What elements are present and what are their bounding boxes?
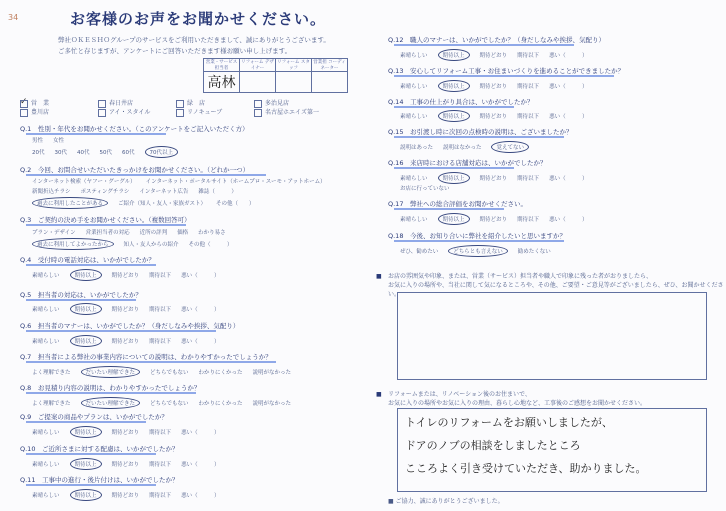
highlight-bar xyxy=(394,240,564,242)
checkbox-icon[interactable] xyxy=(254,100,262,108)
answer-option[interactable]: その他（ ） xyxy=(216,201,255,207)
option-row xyxy=(32,458,230,470)
answer-option[interactable]: 女性 xyxy=(53,138,65,144)
answer-option[interactable]: 60代 xyxy=(122,150,135,156)
answer-option[interactable]: 期待以下 xyxy=(149,430,172,436)
answer-option[interactable]: 悪い（ ） xyxy=(549,114,588,120)
answer-option[interactable]: 営業担当者の対応 xyxy=(85,230,130,236)
option-row xyxy=(400,245,561,257)
highlight-bar xyxy=(394,106,514,108)
question-label: Q.7 担当者による弊社の事業内容についての説明は、わかりやすかったでしょうか？ xyxy=(20,353,272,361)
answer-option[interactable]: 期待以下 xyxy=(517,53,540,59)
answer-option[interactable]: 説明はあった xyxy=(400,145,433,151)
store-checkbox[interactable] xyxy=(20,99,90,108)
comment-box-1[interactable] xyxy=(397,292,707,380)
answer-option[interactable]: ぜひ、勧めたい xyxy=(400,249,439,255)
option-row xyxy=(32,366,301,378)
highlight-bar xyxy=(26,361,276,363)
answer-option[interactable]: よく理解できた xyxy=(32,370,71,376)
store-checkboxes xyxy=(20,99,324,117)
answer-option[interactable]: 雑誌（ ） xyxy=(198,189,237,195)
checkbox-label: 多治見店 xyxy=(265,100,290,107)
answer-option[interactable]: だいたい理解できた xyxy=(81,397,141,409)
handwritten-line: ドアのノブの相談をしましたところ xyxy=(405,439,581,452)
option-row xyxy=(400,141,539,153)
checkbox-icon[interactable] xyxy=(98,100,106,108)
highlight-bar xyxy=(26,264,156,266)
answer-option[interactable]: よく理解できた xyxy=(32,401,71,407)
check-mark-icon: ✓ xyxy=(20,97,28,107)
option-row xyxy=(32,238,243,250)
answer-option[interactable]: 説明がなかった xyxy=(252,370,292,376)
highlight-bar xyxy=(26,299,136,301)
prompt-line: お気に入りの場所やお気に入りの理由、暮らし心地など、工事後のご感想をお聞かせください。 xyxy=(388,400,647,407)
answer-option[interactable]: 悪い（ ） xyxy=(549,84,588,90)
answer-option[interactable]: どちらでもない xyxy=(150,370,189,376)
highlight-bar xyxy=(26,453,156,455)
highlight-bar xyxy=(26,484,156,486)
option-row xyxy=(32,146,188,158)
answer-option[interactable]: 50代 xyxy=(99,150,112,156)
checkbox-label: 春日井店 xyxy=(109,100,134,107)
answer-option[interactable]: 期待どおり xyxy=(479,84,508,90)
checkbox-label: アイ・スタイル xyxy=(109,109,151,116)
answer-option[interactable]: 悪い（ ） xyxy=(549,53,588,59)
option-row xyxy=(400,80,598,92)
highlight-bar xyxy=(394,136,564,138)
answer-option[interactable]: 素晴らしい xyxy=(400,217,428,223)
question-label: Q.4 受付時の電話対応は、いかがでしたか？ xyxy=(20,256,155,264)
answer-option[interactable]: 70代以上 xyxy=(145,146,179,158)
prompt-line: お店の雰囲気や印象、または、営業（サービス）担当者や職人で印象に残った者がおりましたら、 xyxy=(388,273,653,280)
option-row xyxy=(400,213,598,225)
answer-option[interactable]: お店に行っていない xyxy=(400,186,450,192)
question-label: Q.16 来店時における店舗対応は、いかがでしたか？ xyxy=(388,159,547,167)
answer-option[interactable]: 覚えてない xyxy=(491,141,529,153)
option-row xyxy=(32,187,247,195)
option-row xyxy=(400,172,598,184)
answer-option[interactable]: 期待以下 xyxy=(517,176,540,182)
question-label: Q.6 担当者のマナーは、いかがでしたか？（身だしなみや挨拶、気配り） xyxy=(20,322,240,330)
answer-option[interactable]: 期待どおり xyxy=(111,273,140,279)
checkbox-icon[interactable] xyxy=(20,109,28,117)
answer-option[interactable]: 期待以下 xyxy=(517,114,540,120)
answer-option[interactable]: ポスティングチラシ xyxy=(80,189,130,195)
answer-option[interactable]: 期待以上 xyxy=(70,335,102,347)
answer-option[interactable]: 期待以上 xyxy=(438,49,470,61)
intro-text xyxy=(58,35,330,57)
question-label: Q.8 お見積り内容の説明は、わかりやすかったでしょうか？ xyxy=(20,384,201,392)
answer-option[interactable]: インターネット検索（ヤフー・グーグル） xyxy=(32,179,136,185)
answer-option[interactable]: 期待以上 xyxy=(438,172,470,184)
checkbox-icon[interactable] xyxy=(176,109,184,117)
answer-option[interactable]: 期待以下 xyxy=(149,307,172,313)
handwritten-line: トイレのリフォームをお願いしましたが、 xyxy=(405,416,613,429)
option-row xyxy=(32,228,236,236)
answer-option[interactable]: 素晴らしい xyxy=(32,430,60,436)
answer-option[interactable]: 悪い（ ） xyxy=(181,273,220,279)
question-label: Q.9 ご提案の商品やプランは、いかがでしたか？ xyxy=(20,413,168,421)
highlight-bar xyxy=(394,75,614,77)
highlight-bar xyxy=(26,133,166,135)
question-label: Q.3 ご契約の決め手をお聞かせください。（複数回答可） xyxy=(20,216,191,224)
staff-header: リフォーム スタッフ xyxy=(277,60,310,71)
answer-option[interactable]: 悪い（ ） xyxy=(181,493,220,499)
staff-sign-cell[interactable] xyxy=(204,72,240,93)
question-label: Q.12 職人のマナーは、いかがでしたか？（身だしなみや挨拶、気配り） xyxy=(388,36,605,44)
checkbox-icon[interactable] xyxy=(20,100,28,108)
answer-option[interactable]: 素晴らしい xyxy=(400,53,428,59)
question-label: Q.11 工事中の進行・後片付けは、いかがでしたか？ xyxy=(20,476,179,484)
answer-option[interactable]: 期待以下 xyxy=(517,84,540,90)
highlight-bar xyxy=(26,421,146,423)
handwritten-line: こころよく引き受けていただき、助かりました。 xyxy=(405,462,647,475)
answer-option[interactable]: 期待以上 xyxy=(70,426,102,438)
page-title: お客様のお声をお聞かせください。 xyxy=(70,10,327,28)
answer-option[interactable]: 素晴らしい xyxy=(32,462,60,468)
answer-option[interactable]: 悪い（ ） xyxy=(181,307,220,313)
answer-option[interactable]: 勧めたくない xyxy=(517,249,551,255)
highlight-bar xyxy=(394,44,574,46)
staff-header: リフォーム デザイナー xyxy=(241,60,274,71)
store-checkbox[interactable] xyxy=(20,108,90,117)
answer-option[interactable]: 期待どおり xyxy=(111,339,140,345)
question-label: Q.18 今後、お知り合いに弊社を紹介したいと思いますか？ xyxy=(388,232,566,240)
answer-option[interactable]: 期待どおり xyxy=(111,493,140,499)
answer-option[interactable]: わかり易さ xyxy=(198,230,226,236)
store-checkbox[interactable] xyxy=(98,99,168,108)
answer-option[interactable]: だいたい理解できた xyxy=(81,366,141,378)
comment-prompt-2 xyxy=(376,390,647,408)
answer-option[interactable]: 説明がなかった xyxy=(252,401,292,407)
option-row xyxy=(32,177,336,185)
highlight-bar xyxy=(394,208,504,210)
answer-option[interactable]: 悪い（ ） xyxy=(181,462,220,468)
answer-option[interactable]: わかりにくかった xyxy=(198,370,243,376)
answer-option[interactable]: 期待以上 xyxy=(70,458,102,470)
answer-option[interactable]: 期待以上 xyxy=(438,80,470,92)
answer-option[interactable]: 期待以下 xyxy=(149,462,172,468)
answer-option[interactable]: 知人・友人からの紹介 xyxy=(123,242,179,248)
answer-option[interactable]: 価格 xyxy=(177,230,189,236)
answer-option[interactable]: 素晴らしい xyxy=(32,273,60,279)
answer-option[interactable]: 期待以上 xyxy=(70,303,102,315)
option-row xyxy=(32,489,230,501)
bullet: ■ xyxy=(376,273,382,280)
staff-cell[interactable] xyxy=(276,72,312,93)
answer-option[interactable]: インターネット・ポータルサイト（ホームプロ・スーモ・アットホーム） xyxy=(145,179,326,185)
answer-option[interactable]: 素晴らしい xyxy=(32,339,60,345)
store-checkbox[interactable] xyxy=(176,99,246,108)
bullet: ■ xyxy=(376,391,382,398)
highlight-bar xyxy=(26,174,266,176)
answer-option[interactable]: 説明はなかった xyxy=(442,145,482,151)
answer-option[interactable]: 期待以下 xyxy=(149,339,172,345)
answer-option[interactable]: 素晴らしい xyxy=(400,84,428,90)
question-label: Q.10 ご近所さまに対する配慮は、いかがでしたか？ xyxy=(20,445,179,453)
answer-option[interactable]: プラン・デザイン xyxy=(32,230,76,236)
store-checkbox[interactable] xyxy=(254,108,324,117)
answer-option[interactable]: 過去に利用してよかったから xyxy=(32,238,114,250)
store-checkbox[interactable] xyxy=(98,108,168,117)
option-row xyxy=(32,197,265,209)
answer-option[interactable]: 期待どおり xyxy=(111,462,140,468)
question-label: Q.17 弊社への総合評価をお聞かせください。 xyxy=(388,200,527,208)
answer-option[interactable]: 期待以下 xyxy=(517,217,540,223)
prompt-line: リフォームまたは、リノベーション後のお住まいで、 xyxy=(388,391,531,398)
answer-option[interactable]: 期待以下 xyxy=(149,273,172,279)
highlight-bar xyxy=(26,392,196,394)
answer-option[interactable]: 40代 xyxy=(77,150,90,156)
answer-option[interactable]: 期待以上 xyxy=(438,110,470,122)
answer-option[interactable]: 素晴らしい xyxy=(32,307,60,313)
staff-table xyxy=(203,58,348,93)
staff-cell[interactable] xyxy=(240,72,276,93)
checkbox-label: 営 業 xyxy=(31,100,50,107)
option-row xyxy=(32,397,301,409)
question-label: Q.14 工事の仕上がり具合は、いかがでしたか？ xyxy=(388,98,534,106)
answer-option[interactable]: 期待以上 xyxy=(70,269,102,281)
answer-option[interactable]: 悪い（ ） xyxy=(181,339,220,345)
option-row xyxy=(400,184,460,192)
answer-option[interactable]: 30代 xyxy=(54,150,67,156)
answer-option[interactable]: 新聞折込チラシ xyxy=(32,189,71,195)
answer-option[interactable]: 素晴らしい xyxy=(32,493,60,499)
store-checkbox[interactable] xyxy=(254,99,324,108)
answer-option[interactable]: 期待どおり xyxy=(479,114,508,120)
checkbox-label: 緑 店 xyxy=(187,100,206,107)
answer-option[interactable]: 期待どおり xyxy=(479,217,508,223)
answer-option[interactable]: わかりにくかった xyxy=(198,401,243,407)
page-mark: 34 xyxy=(8,13,19,22)
option-row xyxy=(400,110,598,122)
question-label: Q.13 安心してリフォーム工事・お住まいづくりを進めることができましたか？ xyxy=(388,67,625,75)
answer-option[interactable]: 期待どおり xyxy=(479,53,508,59)
checkbox-icon[interactable] xyxy=(254,109,262,117)
answer-option[interactable]: 悪い（ ） xyxy=(549,176,588,182)
option-row xyxy=(32,335,230,347)
highlight-bar xyxy=(26,330,216,332)
staff-header: 営業・サービス担当者 xyxy=(204,59,240,72)
answer-option[interactable]: 期待どおり xyxy=(111,430,140,436)
answer-option[interactable]: 期待どおり xyxy=(111,307,140,313)
answer-option[interactable]: 期待どおり xyxy=(479,176,508,182)
intro-line: ご多忙と存じますが、アンケートにご回答いただきます様お願い申し上げます。 xyxy=(58,47,292,55)
answer-option[interactable]: ご紹介（知人・友人・家族ガスト） xyxy=(118,201,207,207)
option-row xyxy=(32,269,230,281)
checkbox-icon[interactable] xyxy=(176,100,184,108)
store-checkbox[interactable] xyxy=(176,108,246,117)
answer-option[interactable]: 悪い（ ） xyxy=(549,217,588,223)
option-row xyxy=(32,426,230,438)
question-label: Q.2 今回、お問合せいただいたきっかけをお聞かせください。（どれか一つ） xyxy=(20,166,250,174)
staff-header: 営業担 コーディネーター xyxy=(313,60,346,71)
highlight-bar xyxy=(394,167,514,169)
answer-option[interactable]: どちらでもない xyxy=(150,401,189,407)
checkbox-label: リノキューブ xyxy=(187,109,223,116)
answer-option[interactable]: 近所の評判 xyxy=(139,230,168,236)
prompt-line: お気に入りの場所や、当社に関して気になるところや、その他、ご要望・ご意見等がございましたら、ぜひ、お聞かせください。 xyxy=(388,282,724,298)
checkbox-label: 名古屋ホエイズ第一 xyxy=(265,109,319,116)
answer-option[interactable]: その他（ ） xyxy=(188,242,233,248)
checkbox-label: 豊川店 xyxy=(31,109,50,116)
option-row xyxy=(400,49,598,61)
thanks-text: ■ ご協力、誠にありがとうございました。 xyxy=(388,498,504,505)
answer-option[interactable]: 20代 xyxy=(32,150,45,156)
answer-option[interactable]: 期待以下 xyxy=(149,493,172,499)
answer-option[interactable]: 男性 xyxy=(32,138,44,144)
option-row xyxy=(32,136,74,144)
answer-option[interactable]: 期待以上 xyxy=(438,213,470,225)
question-label: Q.5 担当者の対応は、いかがでしたか？ xyxy=(20,291,142,299)
staff-cell[interactable] xyxy=(312,72,348,93)
answer-option[interactable]: 期待以上 xyxy=(70,489,102,501)
answer-option[interactable]: インターネット広告 xyxy=(139,189,189,195)
answer-option[interactable]: 素晴らしい xyxy=(400,114,428,120)
checkbox-icon[interactable] xyxy=(98,109,106,117)
question-label: Q.15 お引渡し時に次回の点検時の説明は、ございましたか？ xyxy=(388,128,573,136)
answer-option[interactable]: 素晴らしい xyxy=(400,176,428,182)
answer-option[interactable]: 過去に利用したことがある xyxy=(32,197,108,209)
answer-option[interactable]: どちらとも言えない xyxy=(448,245,508,257)
staff-sign: 高林 xyxy=(207,75,236,91)
answer-option[interactable]: 悪い（ ） xyxy=(181,430,220,436)
intro-line: 弊社ＯＫＥＳＨＯグループのサービスをご利用いただきまして、誠にありがとうございます。 xyxy=(58,36,330,44)
option-row xyxy=(32,303,230,315)
question-label: Q.1 性別・年代をお聞かせください。（このアンケートをご記入いただく方） xyxy=(20,125,249,133)
highlight-bar xyxy=(26,224,186,226)
